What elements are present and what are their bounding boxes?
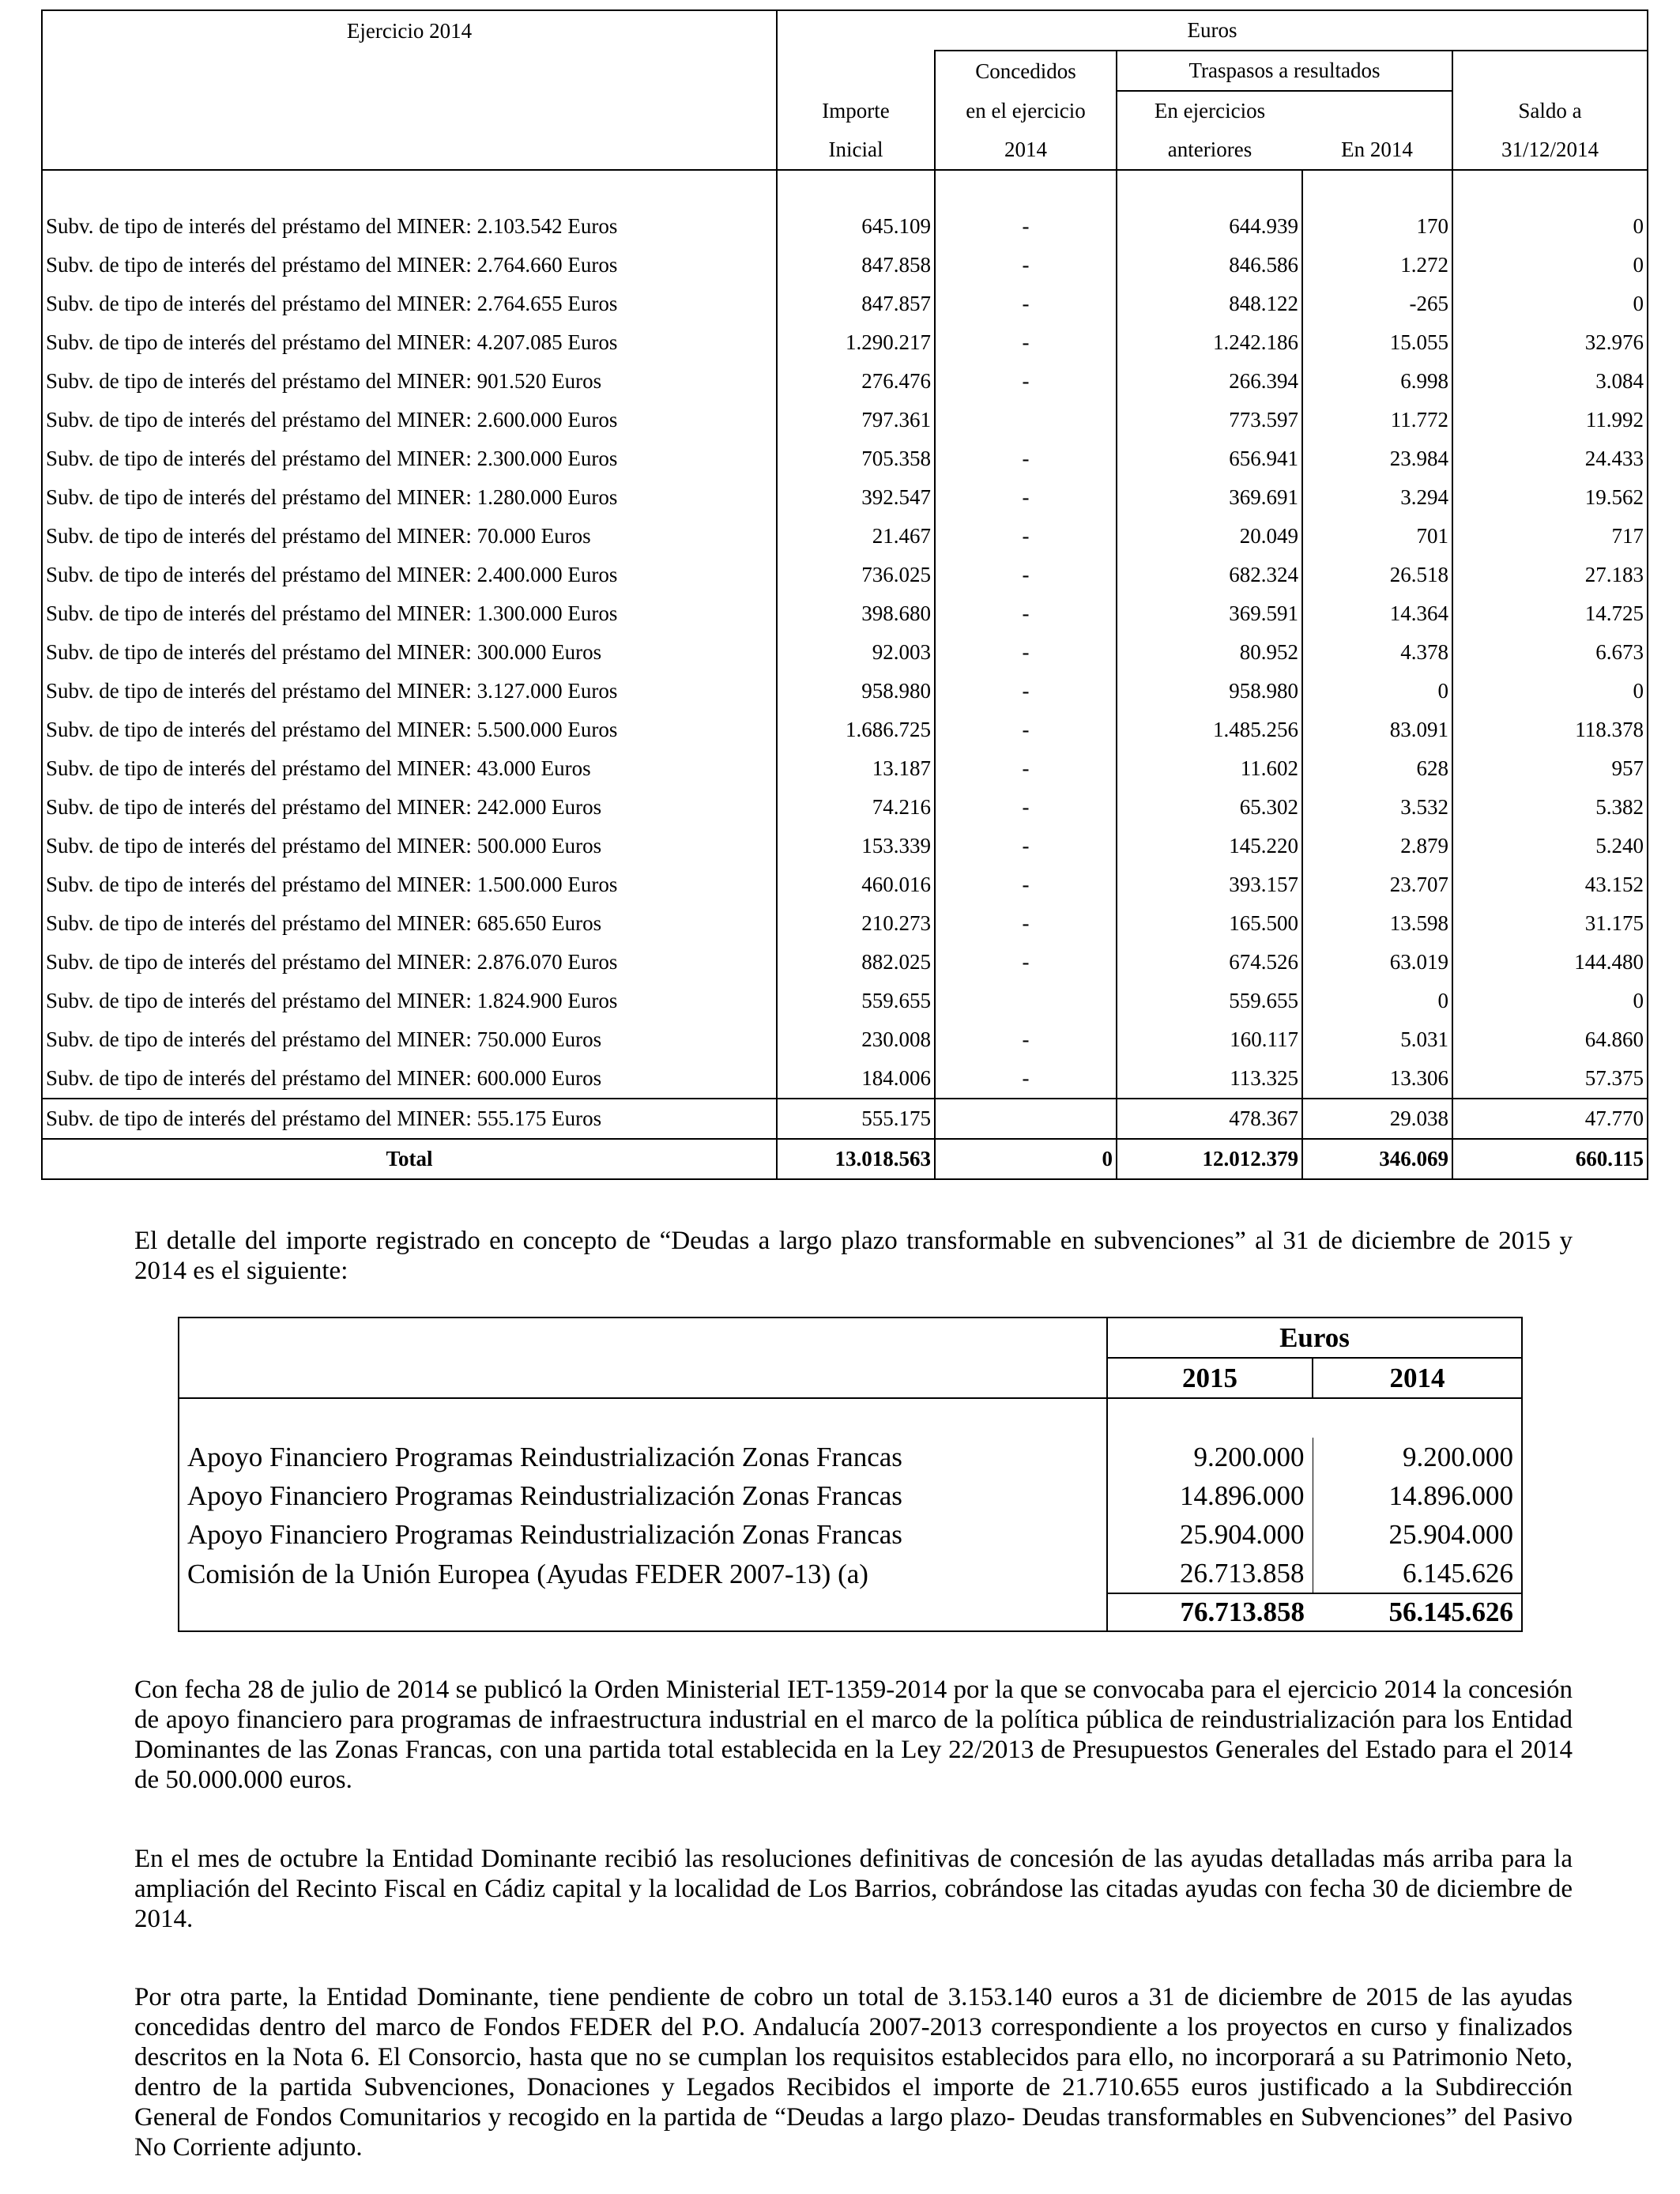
row-anteriores: 682.324: [1117, 556, 1302, 594]
header-concedidos-3: 2014: [935, 130, 1117, 170]
row-saldo: 11.992: [1452, 401, 1648, 439]
row-concedidos: -: [935, 633, 1117, 672]
row-concedidos: -: [935, 904, 1117, 943]
row-saldo: 31.175: [1452, 904, 1648, 943]
row-importe: 847.858: [777, 246, 935, 285]
row-anteriores: 478.367: [1117, 1099, 1302, 1139]
row-en2014: 13.598: [1302, 904, 1452, 943]
row-label: Subv. de tipo de interés del préstamo del MINER: 43.000 Euros: [42, 749, 777, 788]
table-row: [42, 323, 1648, 362]
row-label: Subv. de tipo de interés del préstamo del MINER: 500.000 Euros: [42, 827, 777, 865]
row-en2014: 628: [1302, 749, 1452, 788]
table-row: [42, 517, 1648, 556]
row-importe: 210.273: [777, 904, 935, 943]
subvenciones-2014-table: [41, 9, 1648, 1180]
row-concedidos: [935, 1099, 1117, 1139]
row-saldo: 0: [1452, 246, 1648, 285]
row-anteriores: 65.302: [1117, 788, 1302, 827]
row-label: Subv. de tipo de interés del préstamo del MINER: 3.127.000 Euros: [42, 672, 777, 711]
row-en2014: 14.364: [1302, 594, 1452, 633]
table-row: [42, 401, 1648, 439]
row-en2014: 15.055: [1302, 323, 1452, 362]
table-row: [42, 1020, 1648, 1059]
row-concedidos: -: [935, 749, 1117, 788]
row-label: Apoyo Financiero Programas Reindustrialización Zonas Francas: [179, 1476, 1107, 1515]
row-concedidos: -: [935, 285, 1117, 323]
table-row: [179, 1438, 1522, 1476]
row-saldo: 5.240: [1452, 827, 1648, 865]
header-saldo-2: 31/12/2014: [1452, 130, 1648, 170]
row-importe: 797.361: [777, 401, 935, 439]
row-anteriores: 11.602: [1117, 749, 1302, 788]
row-importe: 153.339: [777, 827, 935, 865]
row-saldo: 957: [1452, 749, 1648, 788]
row-label: Subv. de tipo de interés del préstamo del MINER: 2.600.000 Euros: [42, 401, 777, 439]
t2-col-2014: 2014: [1313, 1358, 1522, 1398]
row-anteriores: 80.952: [1117, 633, 1302, 672]
row-label: Subv. de tipo de interés del préstamo del MINER: 2.764.660 Euros: [42, 246, 777, 285]
header-traspasos: Traspasos a resultados: [1117, 51, 1452, 91]
row-label: Subv. de tipo de interés del préstamo del MINER: 2.300.000 Euros: [42, 439, 777, 478]
row-label: Subv. de tipo de interés del préstamo del MINER: 555.175 Euros: [42, 1099, 777, 1139]
row-en2014: 170: [1302, 207, 1452, 246]
row-concedidos: -: [935, 711, 1117, 749]
row-importe: 184.006: [777, 1059, 935, 1099]
row-label: Subv. de tipo de interés del préstamo del MINER: 1.300.000 Euros: [42, 594, 777, 633]
row-importe: 1.290.217: [777, 323, 935, 362]
row-label: Apoyo Financiero Programas Reindustrialización Zonas Francas: [179, 1438, 1107, 1476]
row-label: Subv. de tipo de interés del préstamo del MINER: 750.000 Euros: [42, 1020, 777, 1059]
row-en2014: 6.998: [1302, 362, 1452, 401]
table-row: [42, 439, 1648, 478]
row-concedidos: [935, 982, 1117, 1020]
row-saldo: 19.562: [1452, 478, 1648, 517]
table-row: [42, 1099, 1648, 1139]
header-anteriores-1: En ejercicios: [1154, 99, 1266, 123]
table-row: [42, 207, 1648, 246]
row-en2014: 63.019: [1302, 943, 1452, 982]
t2-total-2014: 56.145.626: [1313, 1593, 1522, 1631]
row-label: Subv. de tipo de interés del préstamo del MINER: 4.207.085 Euros: [42, 323, 777, 362]
row-label: Subv. de tipo de interés del préstamo del MINER: 901.520 Euros: [42, 362, 777, 401]
row-importe: 392.547: [777, 478, 935, 517]
row-saldo: 14.725: [1452, 594, 1648, 633]
t2-currency: Euros: [1107, 1318, 1522, 1358]
row-anteriores: 846.586: [1117, 246, 1302, 285]
row-saldo: 5.382: [1452, 788, 1648, 827]
row-concedidos: -: [935, 865, 1117, 904]
row-2015: 25.904.000: [1107, 1515, 1313, 1554]
table-row: [42, 982, 1648, 1020]
row-label: Subv. de tipo de interés del préstamo del MINER: 242.000 Euros: [42, 788, 777, 827]
row-anteriores: 165.500: [1117, 904, 1302, 943]
row-concedidos: -: [935, 207, 1117, 246]
row-importe: 1.686.725: [777, 711, 935, 749]
row-concedidos: -: [935, 943, 1117, 982]
row-importe: 230.008: [777, 1020, 935, 1059]
table-row: [42, 594, 1648, 633]
row-importe: 92.003: [777, 633, 935, 672]
table-row: [42, 865, 1648, 904]
table-row: [42, 1059, 1648, 1099]
row-label: Subv. de tipo de interés del préstamo del MINER: 2.103.542 Euros: [42, 207, 777, 246]
row-anteriores: 369.591: [1117, 594, 1302, 633]
table-row: [179, 1554, 1522, 1593]
row-concedidos: -: [935, 439, 1117, 478]
row-en2014: 11.772: [1302, 401, 1452, 439]
row-concedidos: -: [935, 788, 1117, 827]
row-importe: 882.025: [777, 943, 935, 982]
deudas-transformables-table: [178, 1317, 1523, 1632]
row-2015: 9.200.000: [1107, 1438, 1313, 1476]
row-label: Subv. de tipo de interés del préstamo del MINER: 685.650 Euros: [42, 904, 777, 943]
row-anteriores: 674.526: [1117, 943, 1302, 982]
row-en2014: 5.031: [1302, 1020, 1452, 1059]
row-saldo: 43.152: [1452, 865, 1648, 904]
row-importe: 736.025: [777, 556, 935, 594]
row-concedidos: -: [935, 246, 1117, 285]
header-concedidos-2: en el ejercicio: [935, 91, 1117, 130]
row-saldo: 3.084: [1452, 362, 1648, 401]
header-anteriores-2: anteriores: [1167, 138, 1252, 161]
row-importe: 460.016: [777, 865, 935, 904]
row-label: Apoyo Financiero Programas Reindustrialización Zonas Francas: [179, 1515, 1107, 1554]
row-en2014: 701: [1302, 517, 1452, 556]
row-anteriores: 160.117: [1117, 1020, 1302, 1059]
t2-col-2015: 2015: [1107, 1358, 1313, 1398]
table-row: [42, 556, 1648, 594]
row-saldo: 0: [1452, 672, 1648, 711]
row-concedidos: -: [935, 1020, 1117, 1059]
header-saldo-1: Saldo a: [1452, 91, 1648, 130]
paragraph-fondos-feder: Por otra parte, la Entidad Dominante, tiene pendiente de cobro un total de 3.153.140 euros a 31 de diciembre de 2015 de las ayudas concedidas dentro del marco de Fondos FEDER del P.O. Andalucía 2007-2013 correspondiente a los proyectos en curso y finalizados descritos en la Nota 6. El Consorcio, hasta que no se cumplan los requisitos establecidos para ello, no incorporará a su Patrimonio Neto, dentro de la partida Subvenciones, Donaciones y Legados Recibidos el importe de 21.710.655 euros justificado a la Subdirección General de Fondos Comunitarios y recogido en la partida de “Deudas a largo plazo- Deudas transformables en Subvenciones” del Pasivo No Corriente adjunto.: [134, 1983, 1573, 2162]
row-importe: 559.655: [777, 982, 935, 1020]
row-2014: 14.896.000: [1313, 1476, 1522, 1515]
row-importe: 958.980: [777, 672, 935, 711]
row-saldo: 6.673: [1452, 633, 1648, 672]
t2-total-row: [179, 1593, 1522, 1631]
row-label: Subv. de tipo de interés del préstamo del MINER: 5.500.000 Euros: [42, 711, 777, 749]
row-en2014: 83.091: [1302, 711, 1452, 749]
row-anteriores: 1.242.186: [1117, 323, 1302, 362]
row-label: Subv. de tipo de interés del préstamo del MINER: 2.764.655 Euros: [42, 285, 777, 323]
row-en2014: 26.518: [1302, 556, 1452, 594]
row-en2014: 0: [1302, 982, 1452, 1020]
row-importe: 555.175: [777, 1099, 935, 1139]
table-row: [42, 478, 1648, 517]
row-saldo: 32.976: [1452, 323, 1648, 362]
row-label: Subv. de tipo de interés del préstamo del MINER: 2.400.000 Euros: [42, 556, 777, 594]
row-saldo: 64.860: [1452, 1020, 1648, 1059]
row-saldo: 27.183: [1452, 556, 1648, 594]
row-2014: 9.200.000: [1313, 1438, 1522, 1476]
row-2015: 26.713.858: [1107, 1554, 1313, 1593]
t2-total-2015: 76.713.858: [1107, 1593, 1313, 1631]
row-anteriores: 848.122: [1117, 285, 1302, 323]
total-row: [42, 1139, 1648, 1179]
row-anteriores: 644.939: [1117, 207, 1302, 246]
row-importe: 847.857: [777, 285, 935, 323]
table-row: [42, 672, 1648, 711]
table-row: [42, 246, 1648, 285]
row-anteriores: 656.941: [1117, 439, 1302, 478]
row-2014: 6.145.626: [1313, 1554, 1522, 1593]
total-importe: 13.018.563: [777, 1139, 935, 1179]
row-anteriores: 369.691: [1117, 478, 1302, 517]
total-anteriores: 12.012.379: [1117, 1139, 1302, 1179]
row-label: Subv. de tipo de interés del préstamo del MINER: 600.000 Euros: [42, 1059, 777, 1099]
row-anteriores: 559.655: [1117, 982, 1302, 1020]
row-label: Subv. de tipo de interés del préstamo del MINER: 1.500.000 Euros: [42, 865, 777, 904]
row-concedidos: -: [935, 594, 1117, 633]
row-concedidos: -: [935, 517, 1117, 556]
row-anteriores: 393.157: [1117, 865, 1302, 904]
row-concedidos: -: [935, 362, 1117, 401]
row-en2014: 0: [1302, 672, 1452, 711]
row-anteriores: 773.597: [1117, 401, 1302, 439]
row-concedidos: -: [935, 478, 1117, 517]
row-importe: 13.187: [777, 749, 935, 788]
row-saldo: 0: [1452, 982, 1648, 1020]
table-row: [179, 1476, 1522, 1515]
row-saldo: 57.375: [1452, 1059, 1648, 1099]
row-anteriores: 266.394: [1117, 362, 1302, 401]
row-importe: 705.358: [777, 439, 935, 478]
row-concedidos: -: [935, 556, 1117, 594]
paragraph-orden-ministerial: Con fecha 28 de julio de 2014 se publicó la Orden Ministerial IET-1359-2014 por la que se convocaba para el ejercicio 2014 la concesión de apoyo financiero para programas de infraestructura industrial en el marco de la política pública de reindustrialización para los Entidad Dominantes de las Zonas Francas, con una partida total establecida en la Ley 22/2013 de Presupuestos Generales del Estado para el 2014 de 50.000.000 euros.: [134, 1676, 1573, 1794]
row-en2014: 13.306: [1302, 1059, 1452, 1099]
row-2014: 25.904.000: [1313, 1515, 1522, 1554]
table-row: [42, 362, 1648, 401]
row-en2014: 3.294: [1302, 478, 1452, 517]
row-en2014: 4.378: [1302, 633, 1452, 672]
paragraph-resoluciones: En el mes de octubre la Entidad Dominante recibió las resoluciones definitivas de concesión de las ayudas detalladas más arriba para la ampliación del Recinto Fiscal en Cádiz capital y la localidad de Los Barrios, cobrándose las citadas ayudas con fecha 30 de diciembre de 2014.: [134, 1845, 1573, 1933]
row-en2014: 3.532: [1302, 788, 1452, 827]
table-row: [179, 1515, 1522, 1554]
row-importe: 74.216: [777, 788, 935, 827]
row-anteriores: 20.049: [1117, 517, 1302, 556]
row-saldo: 0: [1452, 207, 1648, 246]
row-importe: 398.680: [777, 594, 935, 633]
row-importe: 276.476: [777, 362, 935, 401]
row-label: Subv. de tipo de interés del préstamo del MINER: 1.280.000 Euros: [42, 478, 777, 517]
row-en2014: 23.707: [1302, 865, 1452, 904]
table-row: [42, 749, 1648, 788]
row-anteriores: 1.485.256: [1117, 711, 1302, 749]
intro-paragraph: El detalle del importe registrado en concepto de “Deudas a largo plazo transformable en subvenciones” al 31 de diciembre de 2015 y 2014 es el siguiente:: [134, 1227, 1573, 1285]
table-row: [42, 285, 1648, 323]
table-row: [42, 711, 1648, 749]
row-saldo: 144.480: [1452, 943, 1648, 982]
table-row: [42, 633, 1648, 672]
row-saldo: 47.770: [1452, 1099, 1648, 1139]
row-label: Comisión de la Unión Europea (Ayudas FEDER 2007-13) (a): [179, 1554, 1107, 1593]
row-en2014: 2.879: [1302, 827, 1452, 865]
row-en2014: 23.984: [1302, 439, 1452, 478]
row-2015: 14.896.000: [1107, 1476, 1313, 1515]
header-importe-2: Inicial: [777, 130, 935, 170]
row-saldo: 118.378: [1452, 711, 1648, 749]
row-saldo: 24.433: [1452, 439, 1648, 478]
total-saldo: 660.115: [1452, 1139, 1648, 1179]
row-concedidos: -: [935, 323, 1117, 362]
header-en2014: En 2014: [1341, 138, 1413, 161]
table-row: [42, 904, 1648, 943]
table-row: [42, 943, 1648, 982]
row-label: Subv. de tipo de interés del préstamo del MINER: 2.876.070 Euros: [42, 943, 777, 982]
row-concedidos: -: [935, 672, 1117, 711]
row-anteriores: 145.220: [1117, 827, 1302, 865]
row-saldo: 0: [1452, 285, 1648, 323]
row-en2014: 29.038: [1302, 1099, 1452, 1139]
row-importe: 21.467: [777, 517, 935, 556]
table-row: [42, 827, 1648, 865]
row-concedidos: -: [935, 1059, 1117, 1099]
row-label: Subv. de tipo de interés del préstamo del MINER: 300.000 Euros: [42, 633, 777, 672]
header-currency: Euros: [777, 10, 1648, 51]
row-saldo: 717: [1452, 517, 1648, 556]
header-concedidos-1: Concedidos: [935, 51, 1117, 91]
row-anteriores: 113.325: [1117, 1059, 1302, 1099]
total-label: Total: [42, 1139, 777, 1179]
row-concedidos: -: [935, 827, 1117, 865]
row-en2014: -265: [1302, 285, 1452, 323]
total-concedidos: 0: [935, 1139, 1117, 1179]
row-concedidos: [935, 401, 1117, 439]
table-row: [42, 788, 1648, 827]
row-label: Subv. de tipo de interés del préstamo del MINER: 1.824.900 Euros: [42, 982, 777, 1020]
header-importe-1: Importe: [777, 91, 935, 130]
row-importe: 645.109: [777, 207, 935, 246]
total-en2014: 346.069: [1302, 1139, 1452, 1179]
row-label: Subv. de tipo de interés del préstamo del MINER: 70.000 Euros: [42, 517, 777, 556]
header-year: Ejercicio 2014: [42, 10, 777, 51]
row-en2014: 1.272: [1302, 246, 1452, 285]
row-anteriores: 958.980: [1117, 672, 1302, 711]
